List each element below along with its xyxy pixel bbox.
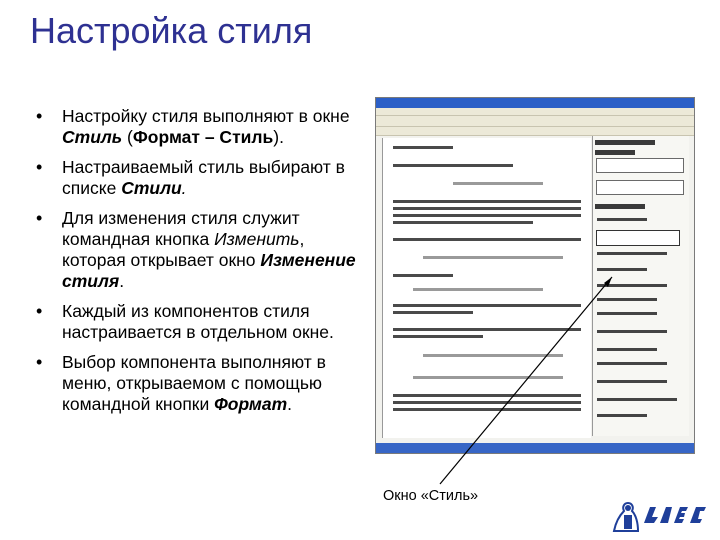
bullet-text: Стиль (62, 127, 123, 147)
bullet-text: Настраиваемый стиль выбирают в списке (62, 157, 345, 198)
bullet-text: , которая открывает окно (62, 229, 305, 270)
callout-label: Окно «Стиль» (383, 488, 479, 504)
bullet-text: . (119, 271, 125, 291)
bullet-text: ( (122, 127, 133, 147)
bullet-text: Формат (214, 394, 288, 414)
bullet-text: Каждый из компонентов стиля настраивается в отдельном окне. (62, 301, 334, 342)
bullet-text: . (287, 394, 293, 414)
bullet-text: Выбор компонента выполняют в меню, открываемом с помощью командной кнопки (62, 352, 326, 414)
bullet-text: . (181, 178, 187, 198)
bullet-text: Изменить (214, 229, 300, 249)
university-logo (610, 497, 710, 533)
bullet-text: Настройку стиля выполняют в окне (62, 106, 350, 126)
bullet-text: Формат – Стиль (132, 127, 274, 147)
bullet-text: Для изменения стиля служит командная кнопка (62, 208, 300, 249)
slide-title: Настройка стиля (30, 10, 313, 51)
bullet-text: Изменение стиля (62, 250, 356, 291)
bullet-text: ). (273, 127, 284, 147)
bullet-text: Стили (121, 178, 182, 198)
